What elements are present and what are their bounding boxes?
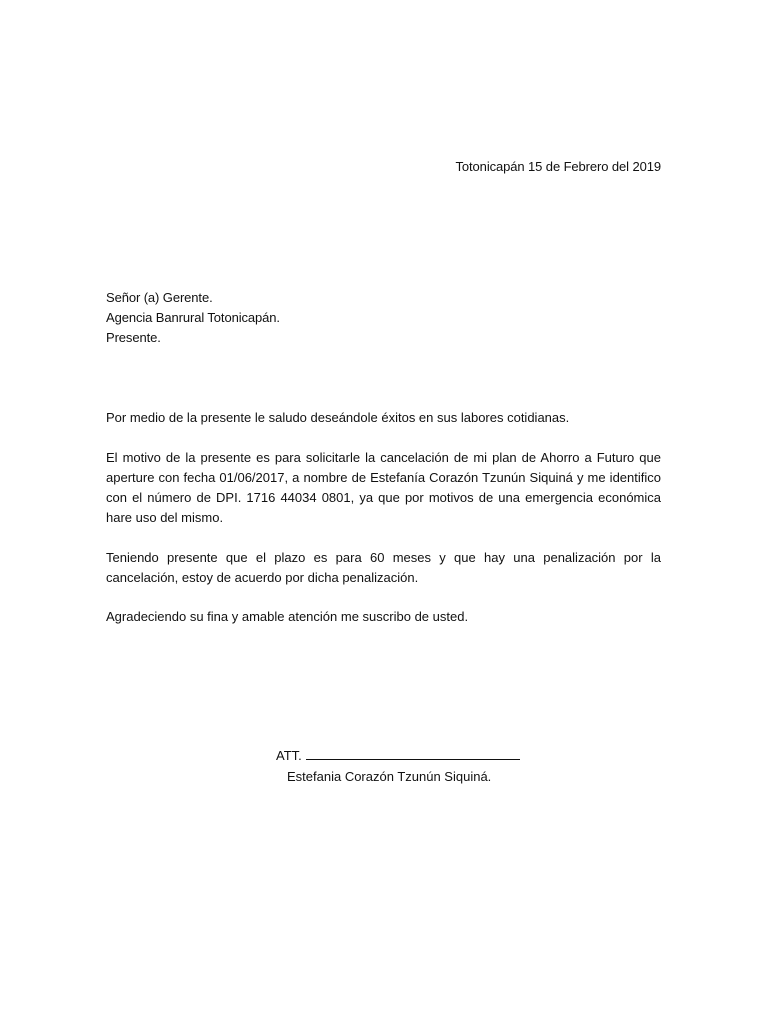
- signer-name: Estefania Corazón Tzunún Siquiná.: [287, 769, 492, 784]
- request-paragraph: [106, 448, 661, 528]
- recipient-presente: Presente.: [106, 330, 161, 345]
- penalty-text: Teniendo presente que el plazo es para 60 meses y que hay una penalización por la cancelación, estoy de acuerdo por dicha penalización.: [106, 550, 661, 585]
- signature-row: [276, 746, 520, 766]
- recipient-title: Señor (a) Gerente.: [106, 290, 213, 305]
- greeting-text: Por medio de la presente le saludo deseándole éxitos en sus labores cotidianas.: [106, 410, 570, 425]
- closing-paragraph: [106, 607, 661, 627]
- penalty-paragraph: [106, 548, 661, 588]
- signature-line: [306, 746, 520, 760]
- closing-text: Agradeciendo su fina y amable atención me suscribo de usted.: [106, 609, 469, 624]
- greeting-paragraph: [106, 408, 661, 428]
- date-line: Totonicapán 15 de Febrero del 2019: [455, 159, 661, 174]
- recipient-agency: Agencia Banrural Totonicapán.: [106, 310, 280, 325]
- request-text: El motivo de la presente es para solicitarle la cancelación de mi plan de Ahorro a Futuro que aperture con fecha 01/06/2017, a nombre de Estefanía Corazón Tzunún Siquiná y me identifico con el número de DPI. 1716 44034 0801, ya que por motivos de una emergencia económica hare uso del mismo.: [106, 450, 661, 525]
- att-label: ATT.: [276, 748, 302, 763]
